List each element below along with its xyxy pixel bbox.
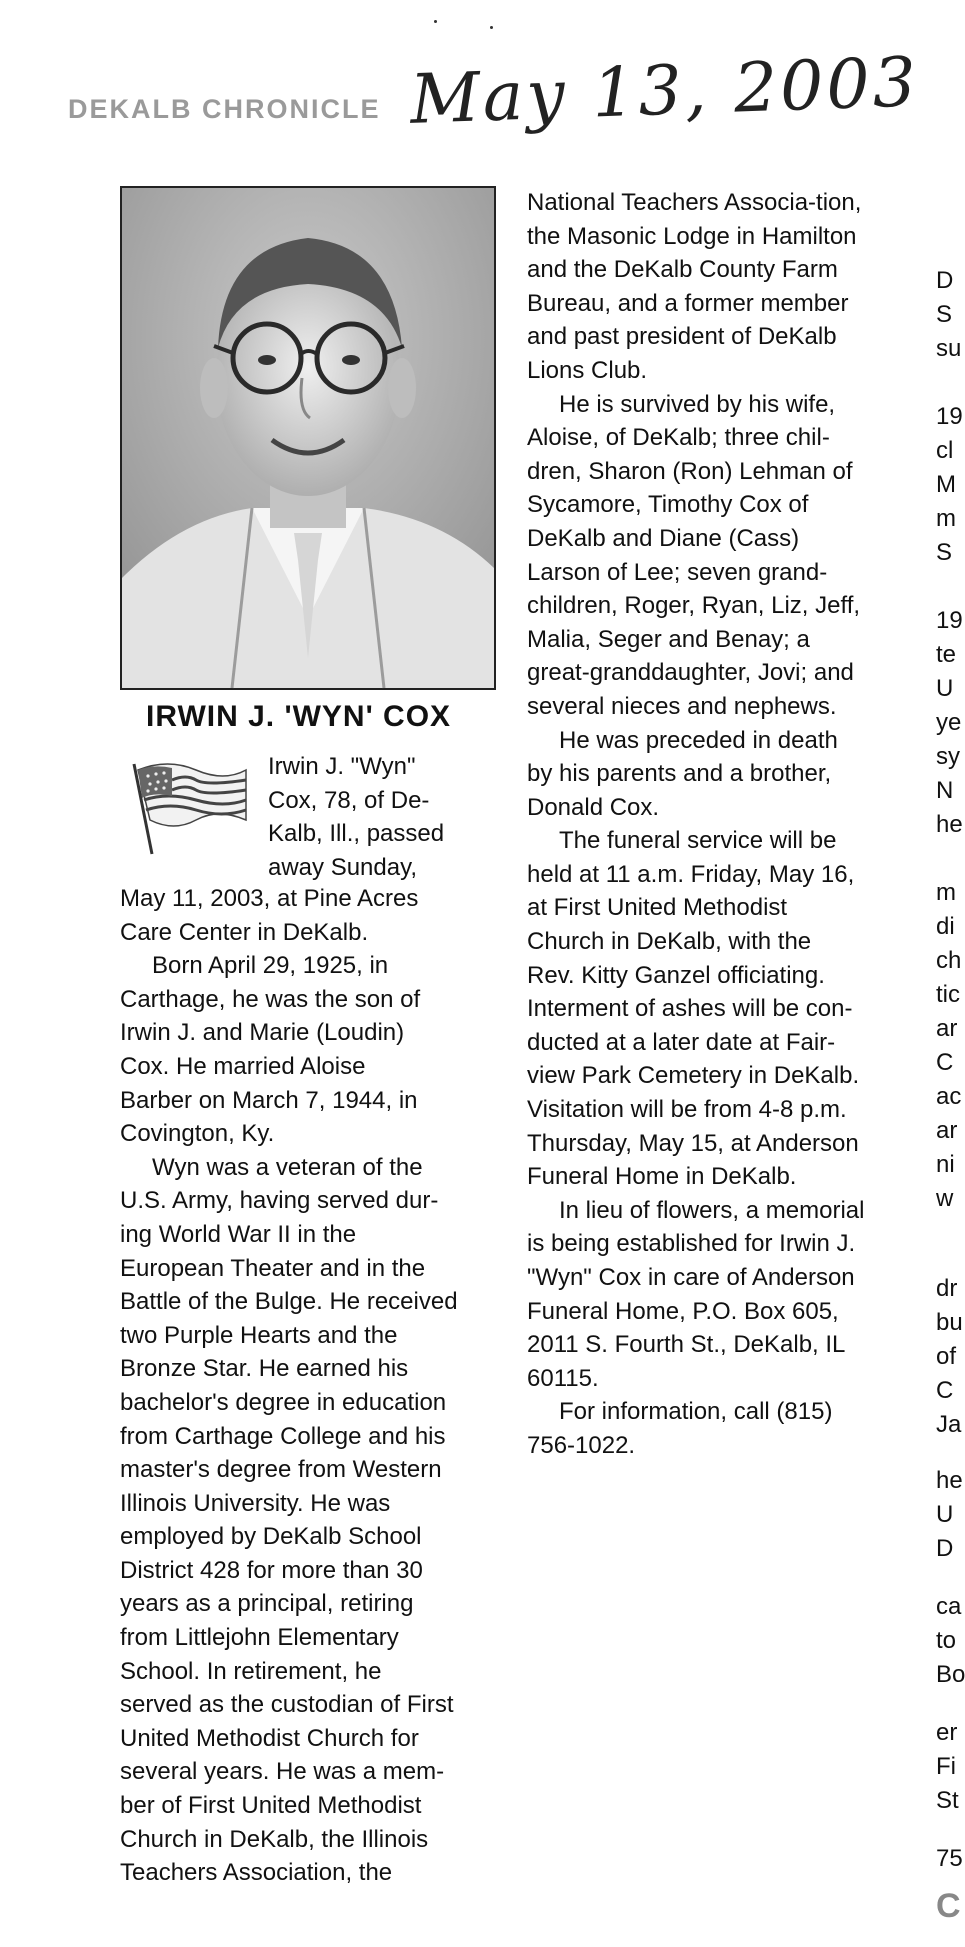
text-line: ing World War II in the bbox=[120, 1220, 357, 1248]
edge-text-fragment: cl bbox=[936, 437, 954, 464]
edge-text-fragment: ch bbox=[936, 947, 962, 974]
text-line: from Carthage College and his bbox=[120, 1422, 446, 1450]
text-line: Funeral Home in DeKalb. bbox=[527, 1163, 797, 1191]
edge-text-fragment: Fi bbox=[936, 1753, 956, 1780]
text-line: bachelor's degree in education bbox=[120, 1388, 447, 1416]
text-line: employed by DeKalb School bbox=[120, 1523, 422, 1551]
text-line: District 428 for more than 30 bbox=[120, 1556, 423, 1584]
text-line: Carthage, he was the son of bbox=[120, 985, 421, 1013]
edge-text-fragment: S bbox=[936, 301, 953, 328]
edge-text-fragment: S bbox=[936, 539, 953, 566]
text-line: DeKalb and Diane (Cass) bbox=[527, 524, 800, 552]
text-line: Larson of Lee; seven grand- bbox=[527, 558, 828, 586]
text-line: Funeral Home, P.O. Box 605, bbox=[527, 1297, 839, 1325]
speck-mark bbox=[434, 20, 437, 23]
text-line: Interment of ashes will be con- bbox=[527, 995, 853, 1023]
obituary-intro bbox=[268, 750, 498, 884]
text-line: Covington, Ky. bbox=[120, 1120, 275, 1148]
edge-text-fragment: ca bbox=[936, 1593, 962, 1620]
text-line: Donald Cox. bbox=[527, 793, 660, 821]
text-line: two Purple Hearts and the bbox=[120, 1321, 398, 1349]
text-line: and the DeKalb County Farm bbox=[527, 256, 838, 284]
text-line: served as the custodian of First bbox=[120, 1691, 454, 1719]
text-line: Battle of the Bulge. He received bbox=[120, 1288, 458, 1316]
edge-text-fragment: Bo bbox=[936, 1661, 965, 1688]
edge-text-fragment: M bbox=[936, 471, 956, 498]
text-line: Visitation will be from 4-8 p.m. bbox=[527, 1096, 847, 1124]
edge-text-fragment: 19 bbox=[936, 607, 963, 634]
text-line: the Masonic Lodge in Hamilton bbox=[527, 222, 857, 250]
text-line: May 11, 2003, at Pine Acres bbox=[120, 885, 419, 912]
text-line: Illinois University. He was bbox=[120, 1489, 391, 1517]
edge-text-fragment: C bbox=[936, 1377, 954, 1404]
speck-mark bbox=[490, 26, 493, 29]
edge-text-fragment: w bbox=[936, 1185, 954, 1212]
edge-text-fragment: of bbox=[936, 1343, 957, 1370]
edge-text-fragment: ye bbox=[936, 709, 962, 736]
edge-text-fragment: U bbox=[936, 1501, 954, 1528]
edge-text-fragment: sy bbox=[936, 743, 960, 770]
text-line: Teachers Association, the bbox=[120, 1859, 393, 1887]
edge-text-fragment: he bbox=[936, 811, 963, 838]
text-line: Kalb, Ill., passed bbox=[268, 820, 445, 848]
text-line: by his parents and a brother, bbox=[527, 760, 832, 788]
obituary-column-1 bbox=[120, 882, 500, 1890]
text-line: National Teachers Associa-tion, bbox=[527, 189, 862, 216]
text-line: Irwin J. and Marie (Loudin) bbox=[120, 1019, 405, 1047]
portrait-photo bbox=[120, 186, 496, 690]
edge-text-fragment: D bbox=[936, 1535, 954, 1562]
text-line: Cox, 78, of De- bbox=[268, 786, 430, 814]
text-line: Church in DeKalb, the Illinois bbox=[120, 1825, 429, 1853]
edge-text-fragment: ar bbox=[936, 1117, 958, 1144]
american-flag-icon bbox=[128, 756, 248, 856]
edge-text-fragment: di bbox=[936, 913, 955, 940]
edge-text-fragment: ac bbox=[936, 1083, 962, 1110]
edge-text-fragment: er bbox=[936, 1719, 958, 1746]
text-line: U.S. Army, having served dur- bbox=[120, 1187, 439, 1215]
edge-text-fragment: m bbox=[936, 879, 956, 906]
edge-text-fragment: to bbox=[936, 1627, 957, 1654]
text-line: United Methodist Church for bbox=[120, 1724, 419, 1752]
text-line: 756-1022. bbox=[527, 1431, 636, 1459]
text-line: away Sunday, bbox=[268, 853, 417, 881]
text-line: several years. He was a mem- bbox=[120, 1758, 445, 1786]
text-line: He is survived by his wife, bbox=[559, 390, 836, 418]
text-line: For information, call (815) bbox=[559, 1398, 833, 1426]
obituary-headline: IRWIN J. 'WYN' COX bbox=[146, 700, 452, 733]
edge-text-fragment: 19 bbox=[936, 403, 963, 430]
text-line: Malia, Seger and Benay; a bbox=[527, 625, 810, 653]
text-line: children, Roger, Ryan, Liz, Jeff, bbox=[527, 592, 861, 620]
text-line: at First United Methodist bbox=[527, 894, 788, 922]
edge-text-fragment: St bbox=[936, 1787, 959, 1814]
handwritten-date: May 13, 2003 bbox=[408, 43, 921, 140]
text-line: ducted at a later date at Fair- bbox=[527, 1028, 836, 1056]
text-line: The funeral service will be bbox=[559, 827, 837, 855]
text-line: held at 11 a.m. Friday, May 16, bbox=[527, 860, 855, 888]
text-line: He was preceded in death bbox=[559, 726, 838, 754]
edge-text-fragment: U bbox=[936, 675, 954, 702]
text-line: Bureau, and a former member bbox=[527, 289, 849, 317]
edge-text-fragment: he bbox=[936, 1467, 963, 1494]
edge-text-fragment: m bbox=[936, 505, 956, 532]
text-line: Irwin J. "Wyn" bbox=[268, 753, 416, 780]
text-line: Cox. He married Aloise bbox=[120, 1052, 366, 1080]
edge-text-fragment: N bbox=[936, 777, 954, 804]
edge-text-fragment: Ja bbox=[936, 1411, 962, 1438]
obituary-column-2 bbox=[527, 186, 907, 1463]
text-line: and past president of DeKalb bbox=[527, 323, 837, 351]
text-line: In lieu of flowers, a memorial bbox=[559, 1196, 865, 1224]
text-line: Care Center in DeKalb. bbox=[120, 918, 369, 946]
edge-text-fragment: dr bbox=[936, 1275, 958, 1302]
text-line: European Theater and in the bbox=[120, 1254, 426, 1282]
text-line: Barber on March 7, 1944, in bbox=[120, 1086, 418, 1114]
edge-text-fragment: bu bbox=[936, 1309, 963, 1336]
text-line: Lions Club. bbox=[527, 356, 648, 384]
text-line: Rev. Kitty Ganzel officiating. bbox=[527, 961, 825, 989]
text-line: great-granddaughter, Jovi; and bbox=[527, 659, 854, 687]
edge-text-fragment: ni bbox=[936, 1151, 955, 1178]
edge-text-fragment: tic bbox=[936, 981, 960, 1008]
text-line: Aloise, of DeKalb; three chil- bbox=[527, 424, 830, 452]
text-line: Sycamore, Timothy Cox of bbox=[527, 491, 809, 519]
edge-text-fragment: su bbox=[936, 335, 962, 362]
text-line: 2011 S. Fourth St., DeKalb, IL bbox=[527, 1331, 846, 1359]
text-line: years as a principal, retiring bbox=[120, 1590, 414, 1618]
text-line: view Park Cemetery in DeKalb. bbox=[527, 1062, 860, 1090]
text-line: 60115. bbox=[527, 1364, 599, 1392]
text-line: several nieces and nephews. bbox=[527, 692, 837, 720]
text-line: ber of First United Methodist bbox=[120, 1792, 422, 1820]
text-line: School. In retirement, he bbox=[120, 1657, 382, 1685]
edge-text-fragment: te bbox=[936, 641, 957, 668]
text-line: Thursday, May 15, at Anderson bbox=[527, 1129, 859, 1157]
text-line: is being established for Irwin J. bbox=[527, 1230, 856, 1258]
text-line: Bronze Star. He earned his bbox=[120, 1355, 409, 1383]
edge-text-fragment: D bbox=[936, 267, 954, 294]
edge-text-fragment: C bbox=[936, 1049, 954, 1076]
text-line: "Wyn" Cox in care of Anderson bbox=[527, 1264, 855, 1291]
newspaper-masthead: DEKALB CHRONICLE bbox=[68, 94, 381, 124]
text-line: Born April 29, 1925, in bbox=[152, 952, 389, 980]
text-line: Wyn was a veteran of the bbox=[152, 1153, 423, 1181]
edge-text-fragment: 75 bbox=[936, 1845, 963, 1872]
text-line: Church in DeKalb, with the bbox=[527, 928, 812, 956]
edge-letter: C bbox=[936, 1887, 961, 1925]
text-line: from Littlejohn Elementary bbox=[120, 1624, 399, 1652]
text-line: master's degree from Western bbox=[120, 1456, 442, 1484]
edge-text-fragment: ar bbox=[936, 1015, 958, 1042]
text-line: dren, Sharon (Ron) Lehman of bbox=[527, 457, 853, 485]
